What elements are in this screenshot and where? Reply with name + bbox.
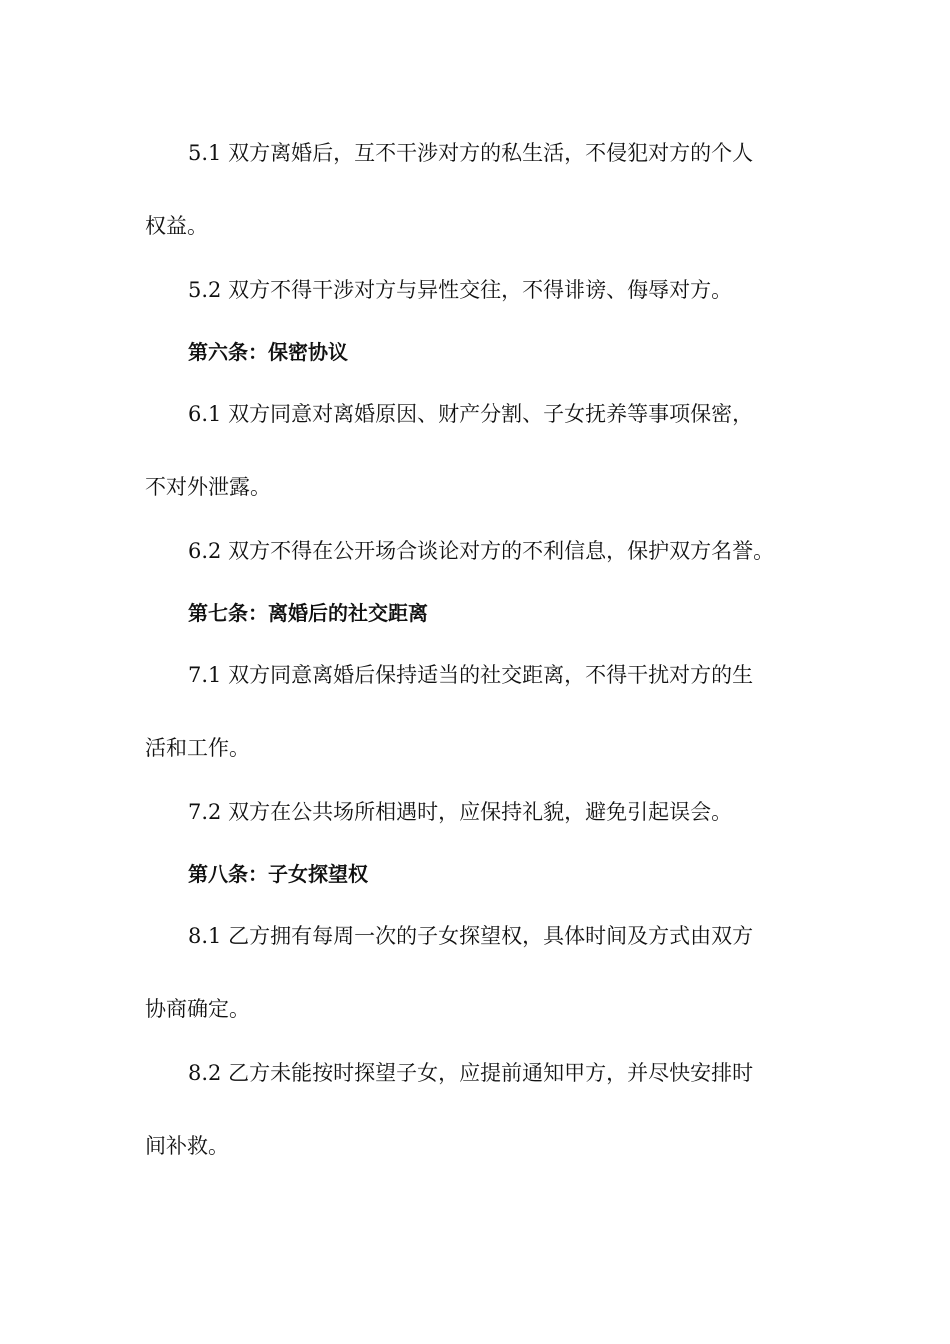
clause-7-2: 7.2 双方在公共场所相遇时，应保持礼貌，避免引起误会。	[188, 800, 733, 824]
article-6-heading: 第六条：保密协议	[188, 340, 348, 364]
article-7-heading: 第七条：离婚后的社交距离	[188, 601, 428, 625]
clause-8-1-line-1: 8.1 乙方拥有每周一次的子女探望权，具体时间及方式由双方	[188, 924, 754, 948]
clause-5-1-line-1: 5.1 双方离婚后，互不干涉对方的私生活，不侵犯对方的个人	[188, 141, 754, 165]
clause-7-1-line-1: 7.1 双方同意离婚后保持适当的社交距离，不得干扰对方的生	[188, 663, 754, 687]
clause-8-2-line-1: 8.2 乙方未能按时探望子女，应提前通知甲方，并尽快安排时	[188, 1061, 754, 1085]
clause-5-1-line-2: 权益。	[145, 214, 208, 238]
clause-8-2-line-2: 间补救。	[145, 1134, 229, 1158]
clause-7-1-line-2: 活和工作。	[145, 736, 250, 760]
clause-6-2: 6.2 双方不得在公开场合谈论对方的不利信息，保护双方名誉。	[188, 539, 775, 563]
clause-6-1-line-2: 不对外泄露。	[145, 475, 271, 499]
article-8-heading: 第八条：子女探望权	[188, 862, 368, 886]
clause-6-1-line-1: 6.1 双方同意对离婚原因、财产分割、子女抚养等事项保密，	[188, 402, 754, 426]
clause-5-2: 5.2 双方不得干涉对方与异性交往，不得诽谤、侮辱对方。	[188, 278, 733, 302]
clause-8-1-line-2: 协商确定。	[145, 997, 250, 1021]
